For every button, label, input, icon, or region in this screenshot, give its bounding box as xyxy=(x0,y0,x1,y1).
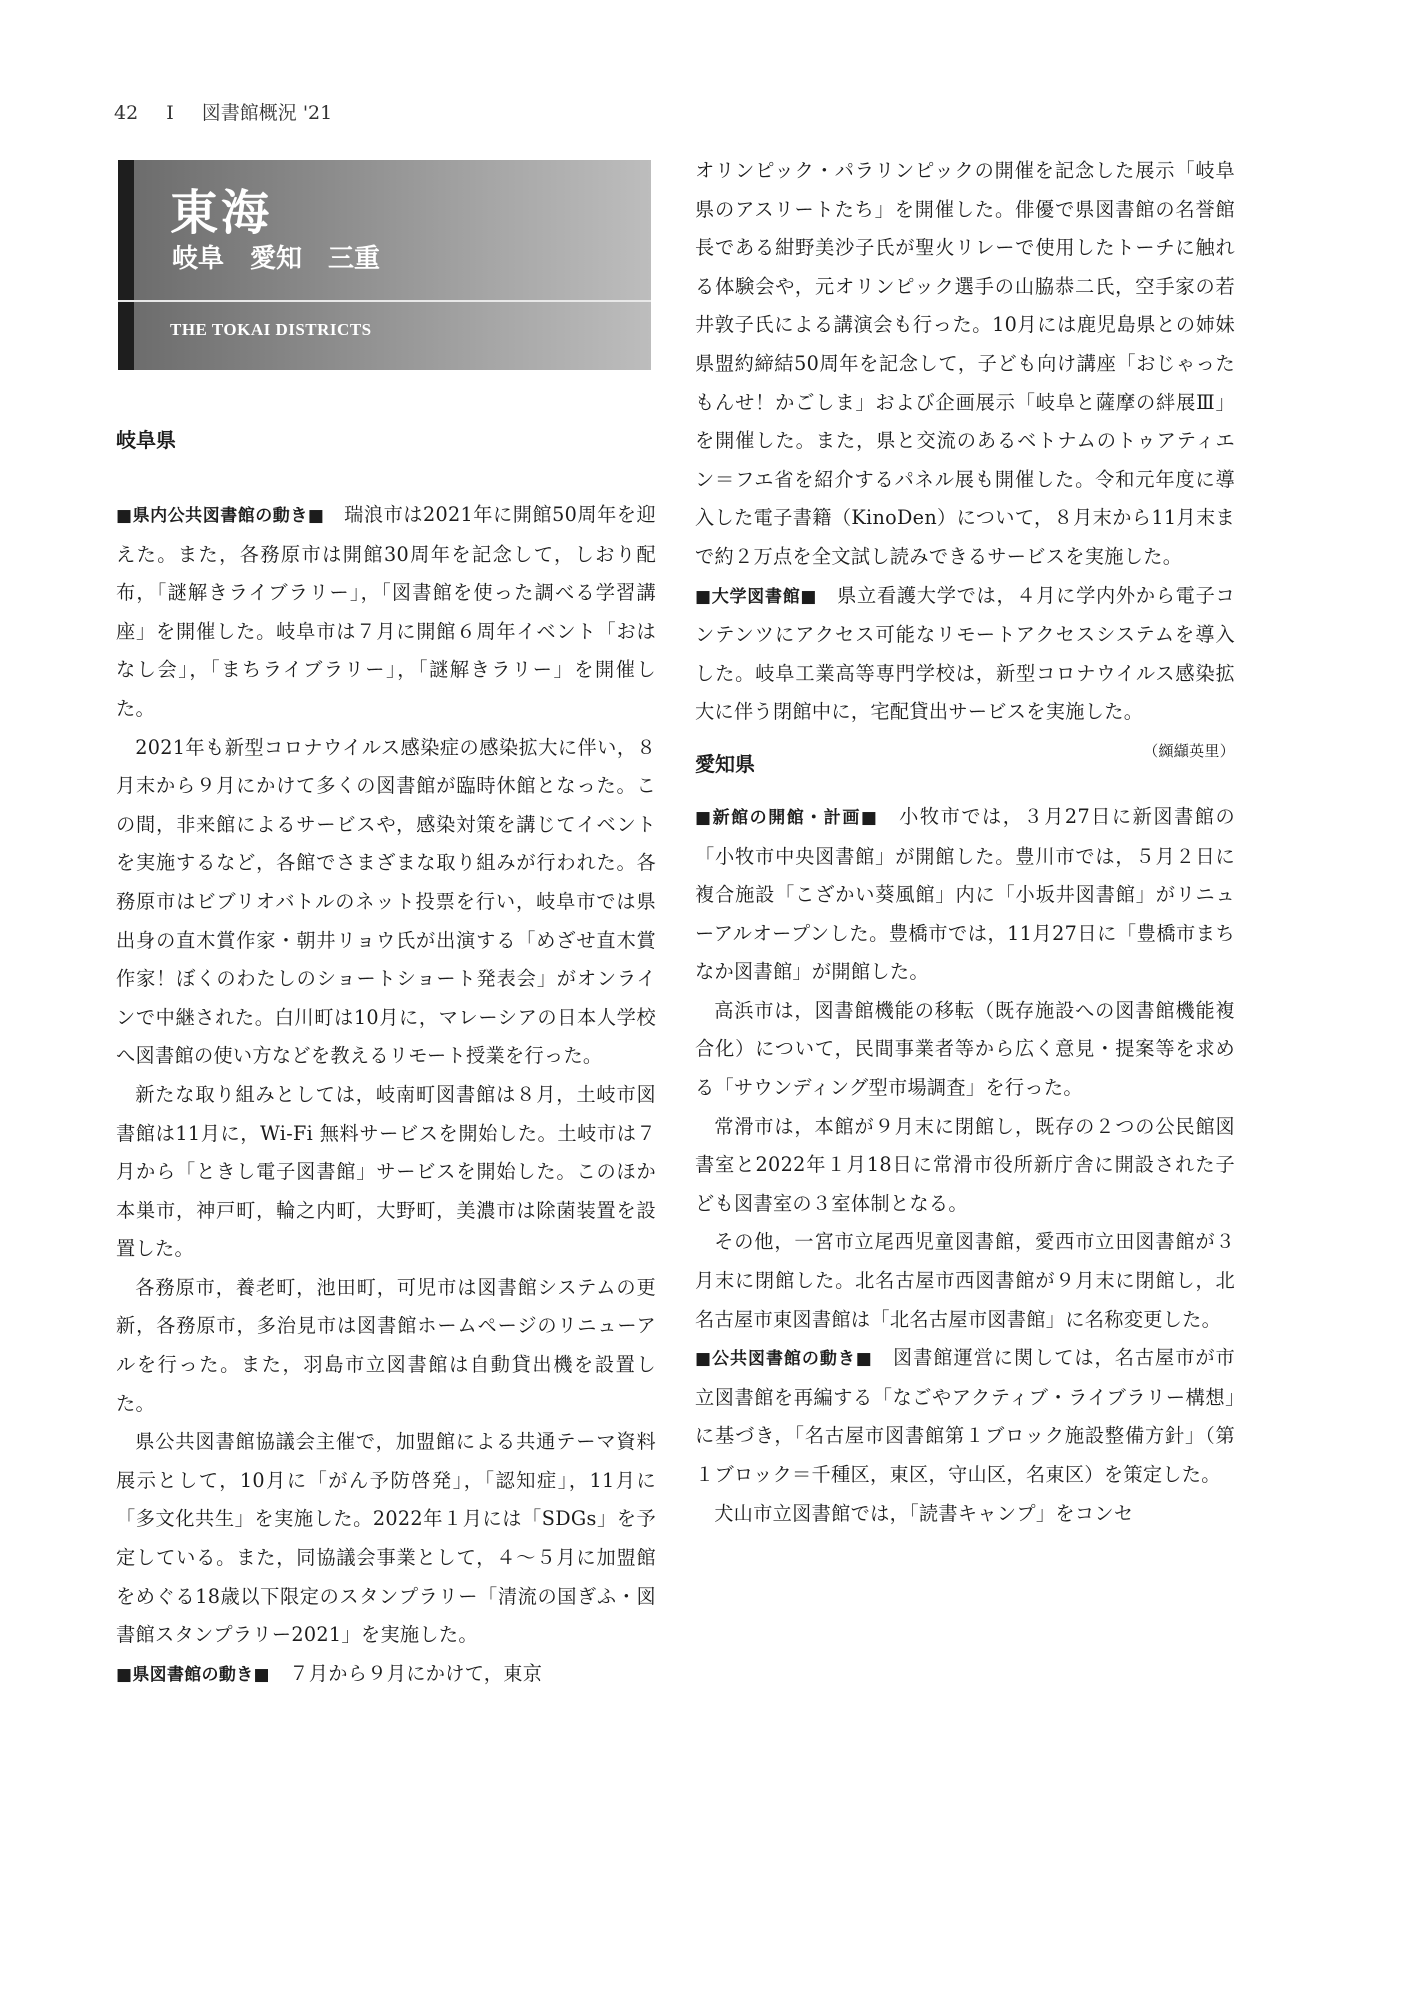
gifu-lead-prefectural-library: ■県図書館の動き■ xyxy=(116,1664,270,1685)
aichi-paragraph-5 xyxy=(695,1339,1235,1494)
author-signature: （纐纈英里） xyxy=(1143,741,1235,760)
aichi-paragraph-4: その他，一宮市立尾西児童図書館，愛西市立田図書館が３月末に閉館した。北名古屋市西図書館が９月末に閉館し，北名古屋市東図書館は「北名古屋市図書館」に名称変更した。 xyxy=(695,1230,1235,1331)
aichi-heading: 愛知県 xyxy=(695,751,755,776)
section-number: I xyxy=(166,102,174,124)
left-column xyxy=(116,420,656,1694)
gifu-lead-public-libraries: ■県内公共図書館の動き■ xyxy=(116,506,325,526)
banner-divider xyxy=(118,300,651,302)
gifu-paragraph-2: 2021年も新型コロナウイルス感染症の感染拡大に伴い，８月末から９月にかけて多くの図書館が臨時休館となった。この間，非来館によるサービスや，感染対策を講じてイベントを実施するなど，各館でさまざまな取り組みが行われた。各務原市はビブリオバトルのネット投票を行い，岐阜市では県出身の直木賞作家・朝井リョウ氏が出演する「めざせ直木賞作家！ぼくのわたしのショートショート発表会」がオンラインで中継された。白川町は10月に，マレーシアの日本人学校へ図書館の使い方などを教えるリモート授業を行った。 xyxy=(116,735,656,1068)
region-banner xyxy=(118,160,651,370)
page-number: 42 xyxy=(114,102,139,124)
gifu-paragraph-6-start xyxy=(116,1655,656,1695)
aichi-paragraph-3: 常滑市は，本館が９月末に閉館し，既存の２つの公民館図書室と2022年１月18日に常滑市役所新庁舎に開設された子ども図書室の３室体制となる。 xyxy=(695,1114,1235,1215)
gifu-paragraph-1 xyxy=(116,496,656,729)
running-head xyxy=(114,98,354,125)
aichi-paragraph-6: 犬山市立図書館では，「読書キャンプ」をコンセ xyxy=(714,1501,1134,1525)
aichi-paragraph-2: 高浜市は，図書館機能の移転（既存施設への図書館機能複合化）について，民間事業者等から広く意見・提案等を求める「サウンディング型市場調査」を行った。 xyxy=(695,998,1235,1100)
region-english-title: THE TOKAI DISTRICTS xyxy=(170,320,372,339)
aichi-paragraph-1 xyxy=(695,798,1235,992)
aichi-lead-public-libraries: ■公共図書館の動き■ xyxy=(695,1349,873,1370)
gifu-paragraph-5: 県公共図書館協議会主催で，加盟館による共通テーマ資料展示として，10月に「がん予防啓発」，「認知症」，11月に「多文化共生」を実施した。2022年１月には「SDGs」を予定している。また，同協議会事業として，４～５月に加盟館をめぐる18歳以下限定のスタンプラリー「清流の国ぎふ・図書館スタンプラリー2021」を実施した。 xyxy=(116,1430,656,1647)
gifu-paragraph-6-text-start: ７月から９月にかけて，東京 xyxy=(269,1661,543,1685)
gifu-lead-university-libraries: ■大学図書館■ xyxy=(695,586,818,607)
gifu-heading: 岐阜県 xyxy=(116,428,176,452)
banner-accent-bar xyxy=(118,160,134,370)
publication-title: 図書館概況 '21 xyxy=(201,102,333,124)
aichi-paragraph-5-text: 図書館運営に関しては，名古屋市が市立図書館を再編する「なごやアクティブ・ライブラリー構想」に基づき，「名古屋市図書館第１ブロック施設整備方針」（第１ブロック＝千種区，東区，守山区，名東区）を策定した。 xyxy=(695,1346,1235,1486)
gifu-paragraph-6-cont: オリンピック・パラリンピックの開催を記念した展示「岐阜県のアスリートたち」を開催した。俳優で県図書館の名誉館長である紺野美沙子氏が聖火リレーで使用したトーチに触れる体験会や，元オリンピック選手の山脇恭二氏，空手家の若井敦子氏による講演会も行った。10月には鹿児島県との姉妹県盟約締結50周年を記念して，子ども向け講座「おじゃったもんせ！かごしま」および企画展示「岐阜と薩摩の絆展Ⅲ」を開催した。また，県と交流のあるベトナムのトゥアティエン＝フエ省を紹介するパネル展も開催した。令和元年度に導入した電子書籍（KinoDen）について，８月末から11月末まで約２万点を全文試し読みできるサービスを実施した。 xyxy=(695,159,1235,568)
gifu-paragraph-3: 新たな取り組みとしては，岐南町図書館は８月，土岐市図書館は11月に，Wi-Fi 無料サービスを開始した。土岐市は７月から「ときし電子図書館」サービスを開始した。このほか本巣市，神戸町，輪之内町，大野町，美濃市は除菌装置を設置した。 xyxy=(116,1082,656,1261)
region-title: 東海 xyxy=(170,185,273,241)
gifu-paragraph-7 xyxy=(695,577,1235,760)
region-prefectures: 岐阜 愛知 三重 xyxy=(172,244,381,274)
gifu-paragraph-7-text: 県立看護大学では，４月に学内外から電子コンテンツにアクセス可能なリモートアクセスシステムを導入した。岐阜工業高等専門学校は，新型コロナウイルス感染拡大に伴う閉館中に，宅配貸出サービスを実施した。 xyxy=(695,583,1235,724)
gifu-paragraph-1-text: 瑞浪市は2021年に開館50周年を迎えた。また，各務原市は開館30周年を記念して，しおり配布，「謎解きライブラリー」，「図書館を使った調べる学習講座」を開催した。岐阜市は７月に開館６周年イベント「おはなし会」，「まちライブラリー」，「謎解きラリー」を開催した。 xyxy=(116,503,656,720)
aichi-paragraph-1-text: 小牧市では，３月27日に新図書館の「小牧市中央図書館」が開館した。豊川市では，５月２日に複合施設「こざかい葵風館」内に「小坂井図書館」がリニューアルオープンした。豊橋市では，11月27日に「豊橋市まちなか図書館」が開館した。 xyxy=(695,804,1235,984)
aichi-lead-new-libraries: ■新館の開館・計画■ xyxy=(695,807,879,828)
gifu-paragraph-4: 各務原市，養老町，池田町，可児市は図書館システムの更新，各務原市，多治見市は図書館ホームページのリニューアルを行った。また，羽島市立図書館は自動貸出機を設置した。 xyxy=(116,1275,656,1415)
right-column xyxy=(695,152,1235,1533)
